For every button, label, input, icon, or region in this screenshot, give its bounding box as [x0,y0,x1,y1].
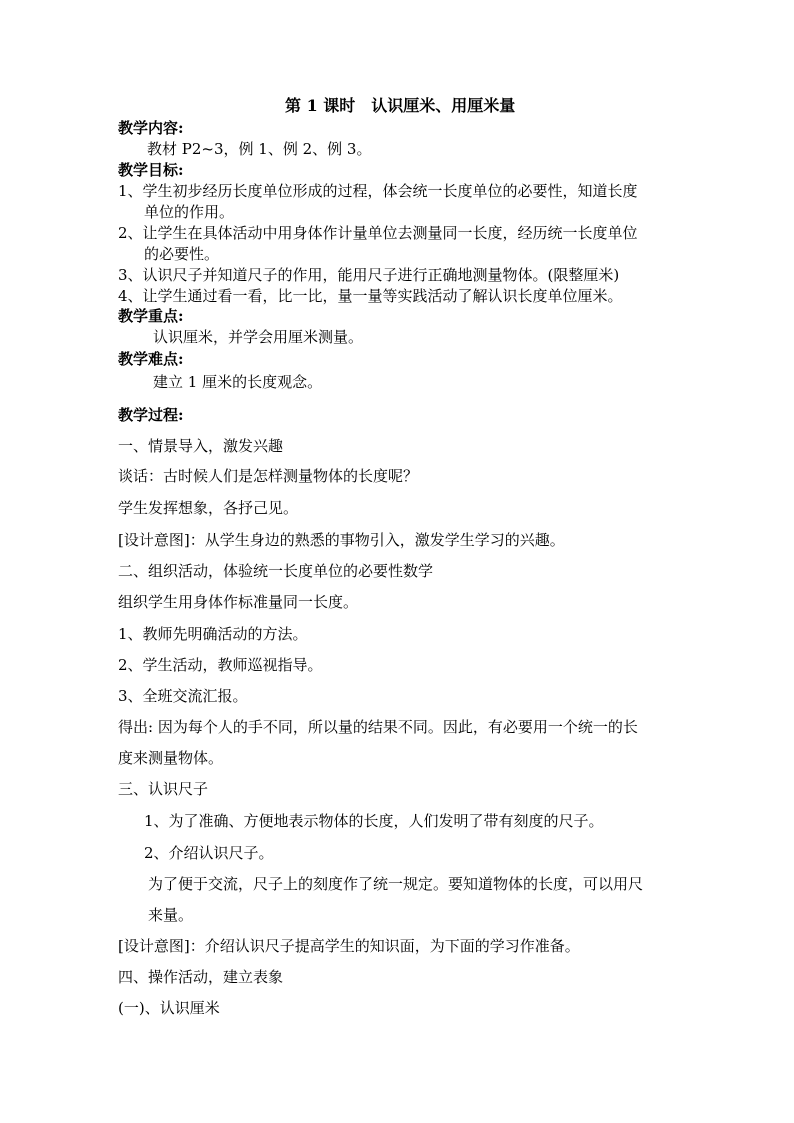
content-heading: 教学内容: [118,119,184,137]
difficulties-text: 建立 1 厘米的长度观念。 [153,373,323,391]
objective-1-line-1: 1、学生初步经历长度单位形成的过程，体会统一长度单位的必要性，知道长度 [118,182,638,200]
objective-4: 4、让学生通过看一看，比一比，量一量等实践活动了解认识长度单位厘米。 [118,287,623,305]
section-1-design-intent: [设计意图]：从学生身边的熟悉的事物引入，激发学生学习的兴趣。 [118,531,565,549]
section-1-talk: 谈话：古时候人们是怎样测量物体的长度呢？ [118,467,419,485]
objective-3: 3、认识尺子并知道尺子的作用，能用尺子进行正确地测量物体。(限整厘米) [118,266,620,284]
section-4-subsection-1: (一)、认识厘米 [118,999,220,1017]
section-2-organize: 组织学生用身体作标准量同一长度。 [118,593,359,611]
section-3-paragraph-line-2: 来量。 [148,906,194,924]
section-3-paragraph-line-1: 为了便于交流，尺子上的刻度作了统一规定。要知道物体的长度，可以用尺 [148,875,644,893]
page-title: 第 1 课时 认识厘米、用厘米量 [285,96,516,115]
objectives-heading: 教学目标: [118,161,184,179]
section-2-step-1: 1、教师先明确活动的方法。 [118,625,308,643]
section-2-step-3: 3、全班交流汇报。 [118,687,248,705]
section-1-students: 学生发挥想象，各抒己见。 [118,499,299,517]
content-text: 教材 P2~3，例 1、例 2、例 3。 [147,140,372,158]
key-points-text: 认识厘米，并学会用厘米测量。 [153,328,364,346]
section-4-title: 四、操作活动，建立表象 [118,968,284,986]
section-2-title: 二、组织活动，体验统一长度单位的必要性数学 [118,562,434,580]
key-points-heading: 教学重点: [118,307,184,325]
objective-2-line-1: 2、让学生在具体活动中用身体作计量单位去测量同一长度，经历统一长度单位 [118,224,638,242]
section-1-title: 一、情景导入，激发兴趣 [118,437,284,455]
section-2-step-2: 2、学生活动，教师巡视指导。 [118,656,323,674]
section-2-result-line-1: 得出: 因为每个人的手不同，所以量的结果不同。因此，有必要用一个统一的长 [118,718,638,736]
process-heading: 教学过程: [118,406,184,424]
objective-2-line-2: 的必要性。 [144,245,220,263]
difficulties-heading: 教学难点: [118,350,184,368]
section-3-item-1: 1、为了准确、方便地表示物体的长度，人们发明了带有刻度的尺子。 [144,812,604,830]
section-3-design-intent: [设计意图]：介绍认识尺子提高学生的知识面，为下面的学习作准备。 [118,937,580,955]
section-3-item-2: 2、介绍认识尺子。 [144,844,274,862]
section-3-title: 三、认识尺子 [118,780,209,798]
section-2-result-line-2: 度来测量物体。 [118,749,224,767]
objective-1-line-2: 单位的作用。 [144,203,235,221]
